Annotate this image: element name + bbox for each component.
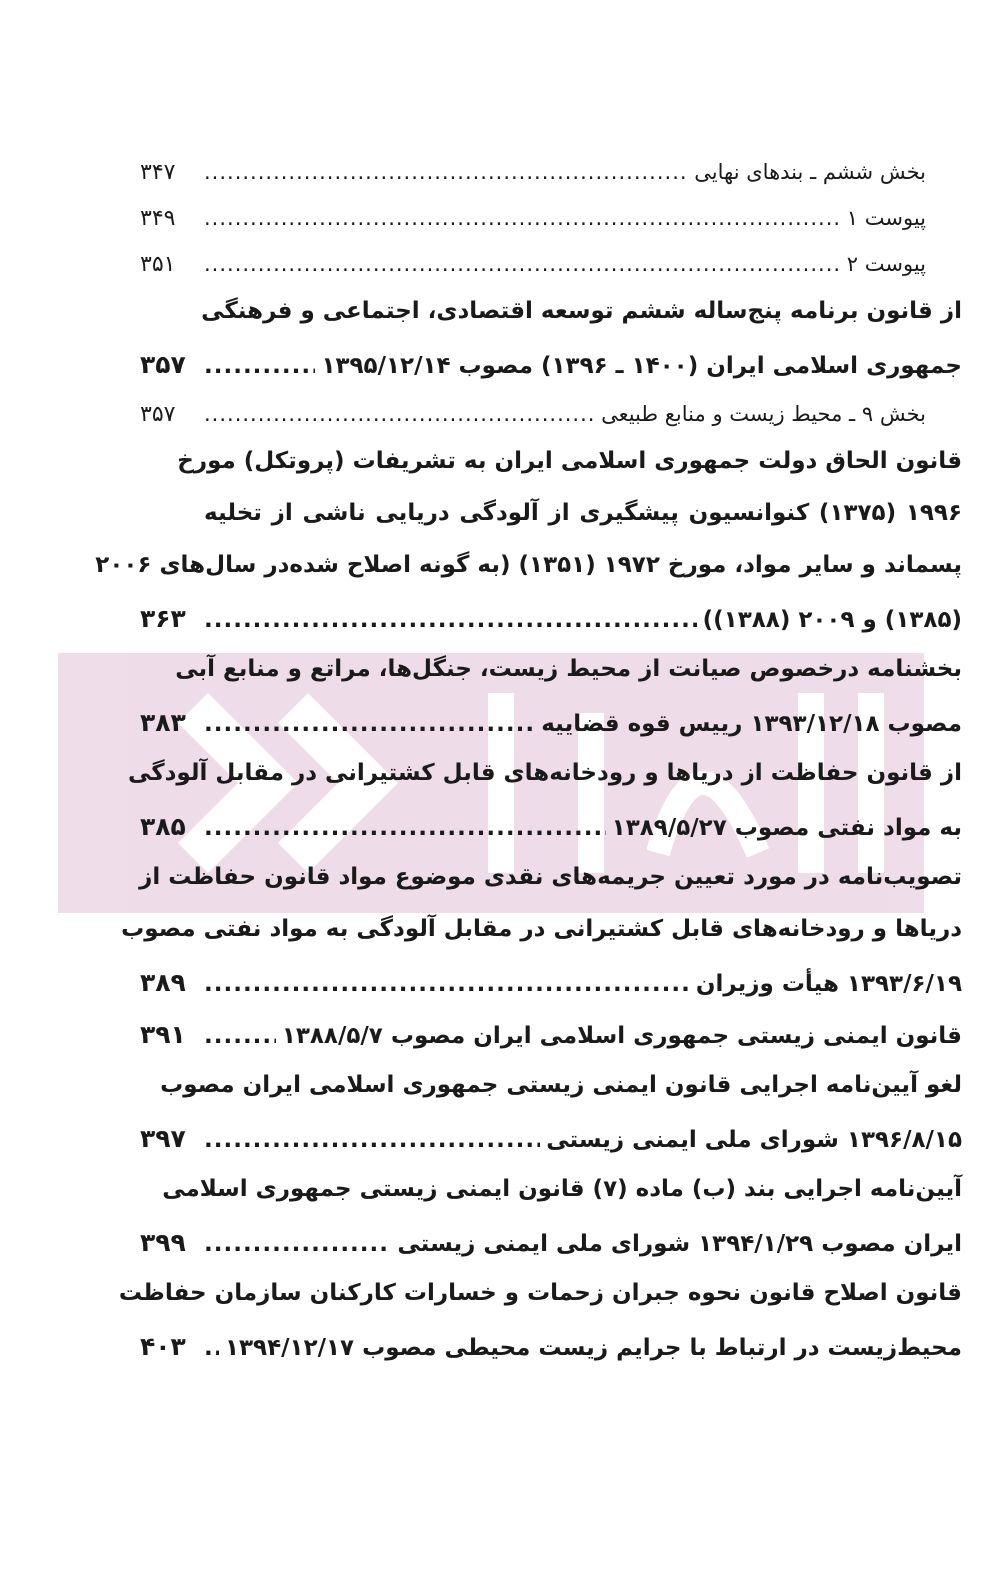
toc-page-number: ۳۵۷: [140, 402, 176, 427]
toc-entry-line: [140, 160, 962, 206]
toc-entry[interactable]: [140, 402, 962, 448]
toc-entry-line: [118, 1280, 962, 1332]
toc-entry[interactable]: [127, 760, 962, 864]
toc-entry-text: بخش ششم ـ بندهای نهایی: [694, 160, 926, 184]
toc-entry-text: ۱۳۹۶/۸/۱۵ شورای ملی ایمنی زیستی: [546, 1127, 962, 1153]
dot-leader: [204, 206, 841, 230]
toc-page-number: ۳۹۱: [140, 1020, 186, 1049]
toc-page-number: ۳۵۷: [140, 350, 186, 379]
toc-entry-line: [140, 1072, 962, 1124]
toc-entry-line: [140, 350, 962, 402]
toc-entry-line: [140, 1228, 962, 1280]
toc-entry-line: [140, 448, 962, 500]
toc-entry-line: [140, 864, 962, 916]
toc-entry-line: [140, 252, 962, 298]
dot-leader: [204, 1023, 276, 1049]
toc-entry-line: [140, 604, 962, 656]
dot-leader: [204, 252, 841, 276]
dot-leader: [204, 607, 697, 633]
toc-entry[interactable]: [140, 252, 962, 298]
toc-entry-line: [140, 812, 962, 864]
dot-leader: [204, 711, 535, 737]
toc-entry-line: [140, 1332, 962, 1384]
toc-entry[interactable]: [140, 298, 962, 402]
toc-entry[interactable]: [140, 1176, 962, 1280]
toc-entry-text: محیط‌زیست در ارتباط با جرایم زیست محیطی مصوب ۱۳۹۴/۱۲/۱۷: [224, 1335, 962, 1361]
toc-entry-text: (۱۳۸۵) و ۲۰۰۹ (۱۳۸۸)): [702, 607, 962, 633]
toc-entry-text: قانون ایمنی زیستی جمهوری اسلامی ایران مصوب ۱۳۸۸/۵/۷: [281, 1023, 962, 1049]
toc-entry-text: ۱۹۹۶ (۱۳۷۵) کنوانسیون پیشگیری از آلودگی دریایی ناشی از تخلیه: [204, 500, 962, 526]
toc-entry-line: [140, 1020, 962, 1072]
toc-entry-line: [121, 916, 962, 968]
dot-leader: [204, 1231, 391, 1257]
table-of-contents: [95, 160, 962, 1384]
dot-leader: [204, 1127, 540, 1153]
toc-page-number: ۳۸۵: [140, 812, 186, 841]
toc-entry-text: به مواد نفتی مصوب ۱۳۸۹/۵/۲۷: [611, 815, 962, 841]
toc-page-number: ۳۴۹: [140, 206, 176, 231]
toc-entry-line: [140, 708, 962, 760]
toc-entry-text: بخش ۹ ـ محیط زیست و منابع طبیعی: [601, 402, 926, 426]
toc-entry-text: تصویب‌نامه در مورد تعیین جریمه‌های نقدی موضوع مواد قانون حفاظت از: [139, 864, 962, 890]
toc-page-number: ۳۵۱: [140, 252, 176, 277]
dot-leader: [204, 1335, 219, 1361]
toc-entry-line: [140, 1124, 962, 1176]
toc-entry-line: [95, 552, 962, 604]
toc-entry-line: [140, 1176, 962, 1228]
toc-entry[interactable]: [140, 206, 962, 252]
toc-page-number: ۳۸۳: [140, 708, 186, 737]
toc-entry[interactable]: [140, 1072, 962, 1176]
toc-entry[interactable]: [118, 1280, 962, 1384]
toc-entry[interactable]: [121, 864, 962, 1020]
toc-entry[interactable]: [140, 1020, 962, 1072]
toc-entry-text: ایران مصوب ۱۳۹۴/۱/۲۹ شورای ملی ایمنی زیستی: [397, 1231, 962, 1257]
toc-page-number: ۳۶۳: [140, 604, 186, 633]
dot-leader: [204, 160, 688, 184]
toc-entry[interactable]: [140, 656, 962, 760]
toc-entry[interactable]: [140, 160, 962, 206]
toc-entry-text: پیوست ۲: [846, 252, 926, 276]
toc-page-number: ۳۴۷: [140, 160, 176, 185]
dot-leader: [204, 402, 595, 426]
toc-page-number: ۳۸۹: [140, 968, 186, 997]
toc-entry-text: از قانون حفاظت از دریاها و رودخانه‌های قابل کشتیرانی در مقابل آلودگی: [127, 760, 962, 786]
toc-entry-text: پیوست ۱: [846, 206, 926, 230]
toc-entry-line: [140, 298, 962, 350]
dot-leader: [204, 353, 315, 379]
toc-entry-line: [127, 760, 962, 812]
toc-entry-text: دریاها و رودخانه‌های قابل کشتیرانی در مقابل آلودگی به مواد نفتی مصوب: [121, 916, 962, 942]
toc-entry-line: [140, 968, 962, 1020]
toc-page-number: ۴۰۳: [140, 1332, 186, 1361]
toc-entry-line: [140, 402, 962, 448]
toc-entry-text: از قانون برنامه پنج‌ساله ششم توسعه اقتصادی، اجتماعی و فرهنگی: [201, 298, 962, 324]
toc-entry-text: آیین‌نامه اجرایی بند (ب) ماده (۷) قانون ایمنی زیستی جمهوری اسلامی: [162, 1176, 962, 1202]
toc-entry[interactable]: [95, 448, 962, 656]
toc-entry-text: مصوب ۱۳۹۳/۱۲/۱۸ رییس قوه قضاییه: [541, 711, 962, 737]
toc-entry-text: ۱۳۹۳/۶/۱۹ هیأت وزیران: [695, 971, 962, 997]
toc-entry-text: قانون اصلاح قانون نحوه جبران زحمات و خسارات کارکنان سازمان حفاظت: [118, 1280, 962, 1306]
toc-entry-text: قانون الحاق دولت جمهوری اسلامی ایران به تشریفات (پروتکل) مورخ: [177, 448, 962, 474]
dot-leader: [204, 971, 690, 997]
toc-entry-text: بخشنامه درخصوص صیانت از محیط زیست، جنگل‌ها، مراتع و منابع آبی: [175, 656, 962, 682]
toc-entry-text: جمهوری اسلامی ایران (۱۴۰۰ ـ ۱۳۹۶) مصوب ۱۳۹۵/۱۲/۱۴: [321, 353, 962, 379]
toc-entry-line: [140, 206, 962, 252]
toc-page-number: ۳۹۹: [140, 1228, 186, 1257]
toc-entry-line: [140, 656, 962, 708]
toc-entry-text: پسماند و سایر مواد، مورخ ۱۹۷۲ (۱۳۵۱) (به گونه اصلاح شده‌در سال‌های ۲۰۰۶: [95, 552, 962, 578]
toc-entry-text: لغو آیین‌نامه اجرایی قانون ایمنی زیستی جمهوری اسلامی ایران مصوب: [160, 1072, 962, 1098]
dot-leader: [204, 815, 606, 841]
toc-page-number: ۳۹۷: [140, 1124, 186, 1153]
toc-entry-line: [140, 500, 962, 552]
